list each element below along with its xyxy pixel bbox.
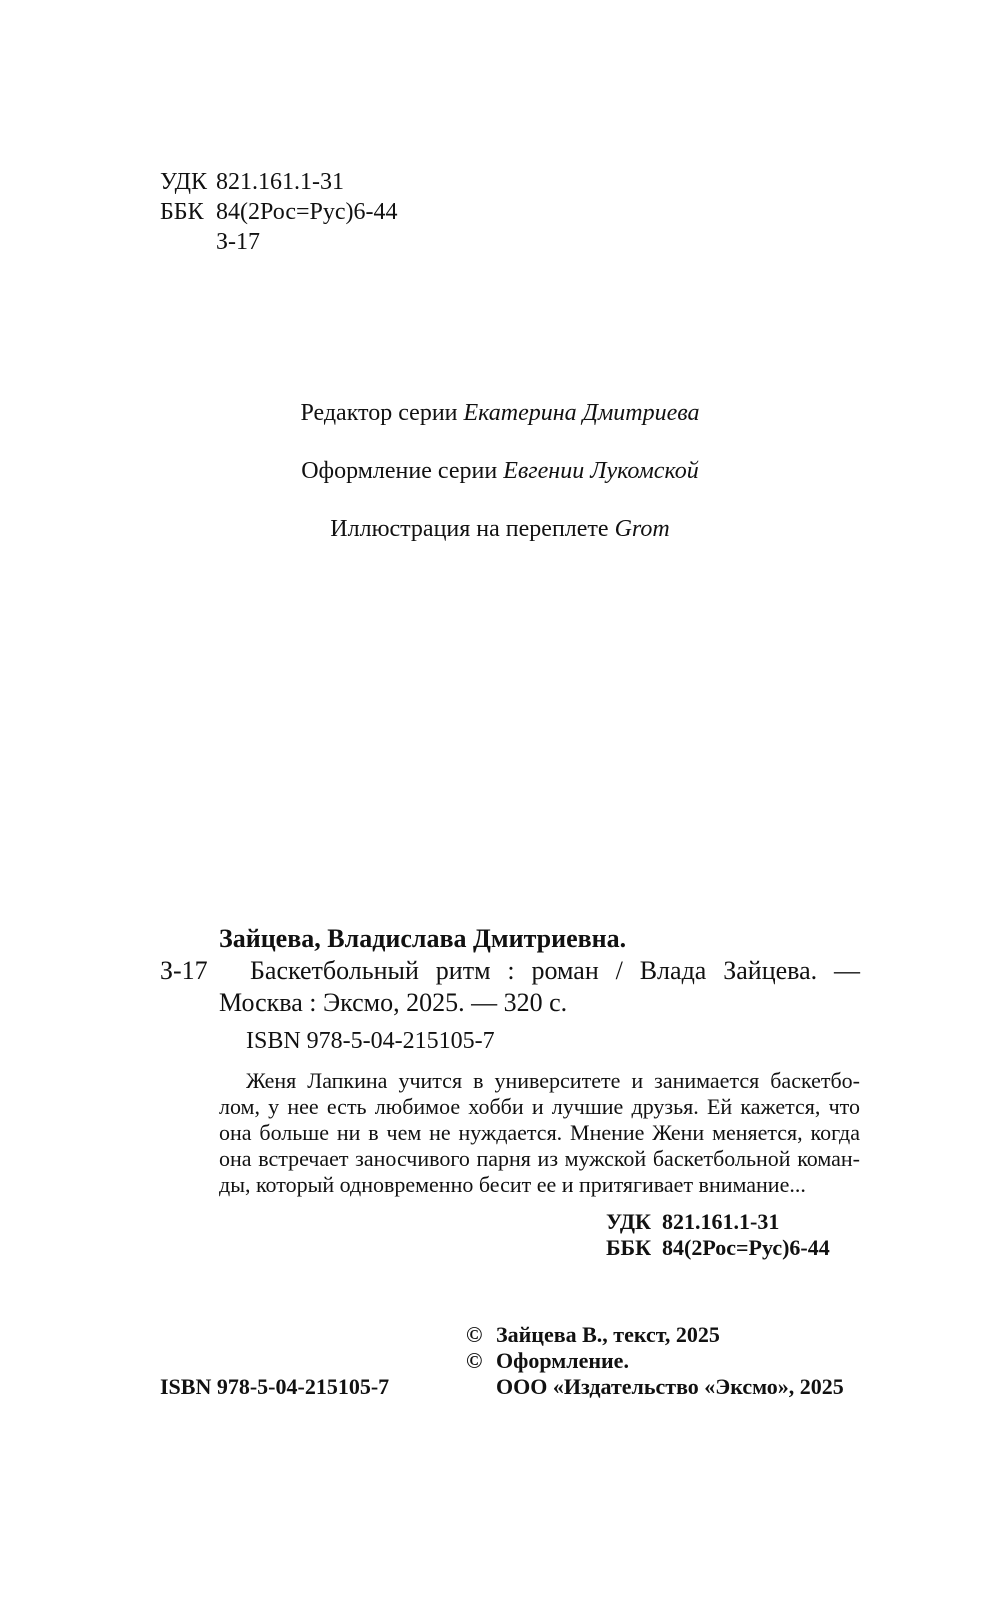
author-mark-top: З-17 xyxy=(216,229,261,255)
catalog-title-line: Баскетбольный ритм : роман / Влада Зайцева. — xyxy=(250,956,860,985)
udk-top xyxy=(160,167,344,197)
credit-name: Евгении Лукомской xyxy=(503,458,699,484)
annotation-line: она больше ни в чем не нуждается. Мнение Жени меняется, когда xyxy=(219,1120,860,1145)
credit-series-design xyxy=(0,456,1000,486)
footer-copyright-2 xyxy=(466,1347,629,1375)
catalog-author-mark: З-17 xyxy=(160,956,208,985)
bbk-top xyxy=(160,197,398,227)
footer-isbn: ISBN 978-5-04-215105-7 xyxy=(160,1374,390,1399)
copyright-text: Оформление. xyxy=(496,1348,629,1373)
credit-role: Иллюстрация на переплете xyxy=(330,516,609,542)
footer-publisher: ООО «Издательство «Эксмо», 2025 xyxy=(496,1374,844,1399)
udk-top-value: 821.161.1-31 xyxy=(216,169,344,195)
annotation-line: ды, который одновременно бесит ее и притягивает внимание... xyxy=(219,1172,806,1197)
credit-cover-illustration xyxy=(0,514,1000,544)
copyright-icon: © xyxy=(466,1322,483,1347)
catalog-author-heading: Зайцева, Владислава Дмитриевна. xyxy=(219,924,627,953)
udk-top-label: УДК xyxy=(160,169,207,195)
bbk-top-value: 84(2Рос=Рус)6-44 xyxy=(216,199,398,225)
catalog-publisher-line: Москва : Эксмо, 2025. — 320 с. xyxy=(219,988,568,1017)
credit-name: Grom xyxy=(614,516,670,542)
footer-copyright-1 xyxy=(466,1321,720,1349)
credit-name: Екатерина Дмитриева xyxy=(463,400,700,426)
catalog-isbn: ISBN 978-5-04-215105-7 xyxy=(246,1028,495,1054)
copyright-text: Зайцева В., текст, 2025 xyxy=(496,1322,720,1347)
annotation-line: лом, у нее есть любимое хобби и лучшие друзья. Ей кажется, что xyxy=(219,1094,860,1119)
annotation-line: она встречает заносчивого парня из мужской баскетбольной коман- xyxy=(219,1146,860,1171)
credit-role: Редактор серии xyxy=(300,400,458,426)
catalog-bbk: ББК 84(2Рос=Рус)6-44 xyxy=(606,1235,830,1260)
annotation-line: Женя Лапкина учится в университете и занимается баскетбо- xyxy=(246,1068,860,1093)
credit-series-editor xyxy=(0,398,1000,428)
catalog-udk: УДК 821.161.1-31 xyxy=(606,1209,780,1234)
copyright-icon: © xyxy=(466,1348,483,1373)
bbk-top-label: ББК xyxy=(160,199,204,225)
credit-role: Оформление серии xyxy=(301,458,498,484)
